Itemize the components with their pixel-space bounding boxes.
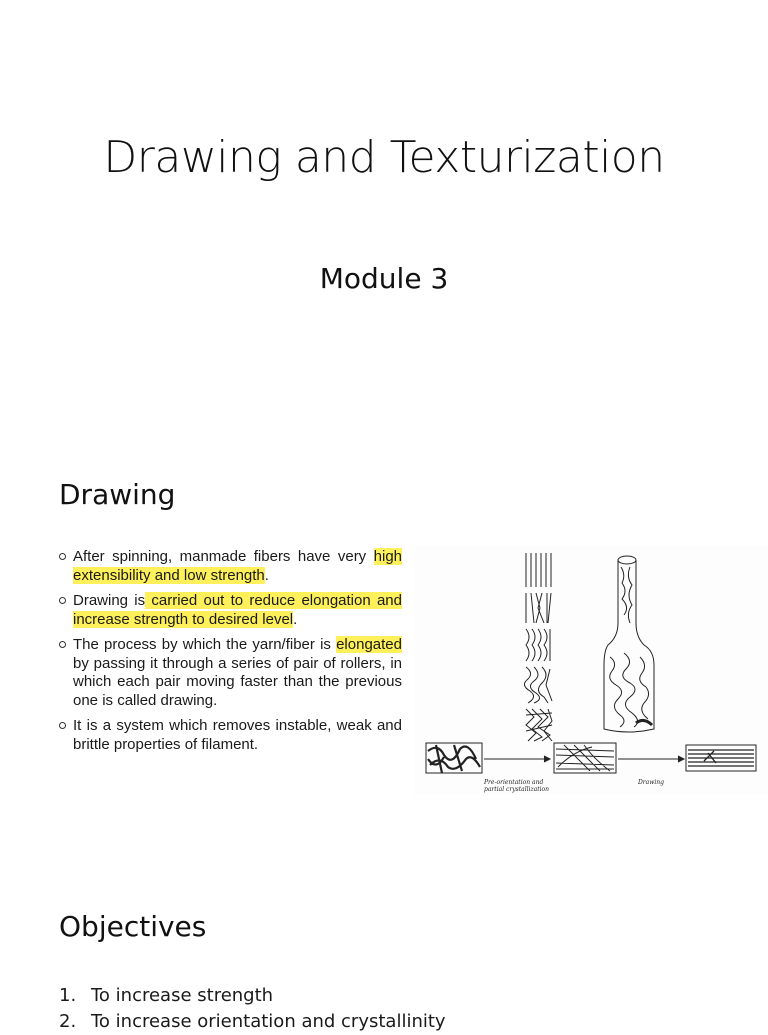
bullet-text: . xyxy=(293,610,298,628)
objective-text: To increase strength xyxy=(91,985,274,1006)
objectives-list xyxy=(59,983,446,1035)
drawing-bullet xyxy=(59,548,402,585)
arrow-2 xyxy=(618,756,684,762)
caption-preorientation: Pre-orientation and partial crystallization xyxy=(484,779,550,793)
bullet-text: The process by which the yarn/fiber is xyxy=(73,636,337,653)
bullet-circle-icon xyxy=(59,553,66,560)
highlighted-text: high extensibility and low strength xyxy=(73,548,402,584)
objective-item xyxy=(59,983,446,1009)
bullet-circle-icon xyxy=(59,722,66,729)
objective-item xyxy=(59,1009,446,1035)
main-title: Drawing and Texturization xyxy=(103,132,665,183)
objective-number: 2. xyxy=(59,1011,77,1032)
bullet-circle-icon xyxy=(59,597,66,604)
module-subtitle: Module 3 xyxy=(319,262,449,295)
bullet-text: . xyxy=(264,566,269,584)
bullet-text: It is a system which removes instable, weak and brittle properties of filament. xyxy=(73,717,402,753)
bullet-text: by passing it through a series of pair of rollers, in which each pair moving faster than the previous one is called drawing. xyxy=(73,654,402,709)
title-slide xyxy=(0,0,768,420)
process-stage-1 xyxy=(426,743,482,773)
objective-text: To increase orientation and crystallinity xyxy=(91,1011,446,1032)
highlighted-text: carried out to reduce elongation and increase strength to desired level xyxy=(73,592,402,628)
bullet-text: After spinning, manmade fibers have very xyxy=(73,548,374,565)
molecular-chain-column xyxy=(524,553,552,741)
process-stage-2 xyxy=(554,743,616,773)
drawing-figure xyxy=(414,545,768,795)
process-stage-3 xyxy=(686,745,756,771)
drawing-heading: Drawing xyxy=(59,478,176,511)
objectives-heading: Objectives xyxy=(59,910,207,943)
highlighted-text: elongated xyxy=(336,636,402,653)
drawing-bullet xyxy=(59,592,402,629)
bullet-circle-icon xyxy=(59,641,66,648)
drawn-fiber-neck xyxy=(604,556,654,732)
bullet-text: Drawing is xyxy=(73,592,146,609)
drawing-bullet xyxy=(59,717,402,754)
drawing-bullet xyxy=(59,636,402,710)
objective-number: 1. xyxy=(59,985,77,1006)
caption-drawing: Drawing xyxy=(638,779,665,786)
arrow-1 xyxy=(484,756,550,762)
fiber-drawing-diagram xyxy=(414,545,768,795)
drawing-bullet-list xyxy=(59,548,402,761)
